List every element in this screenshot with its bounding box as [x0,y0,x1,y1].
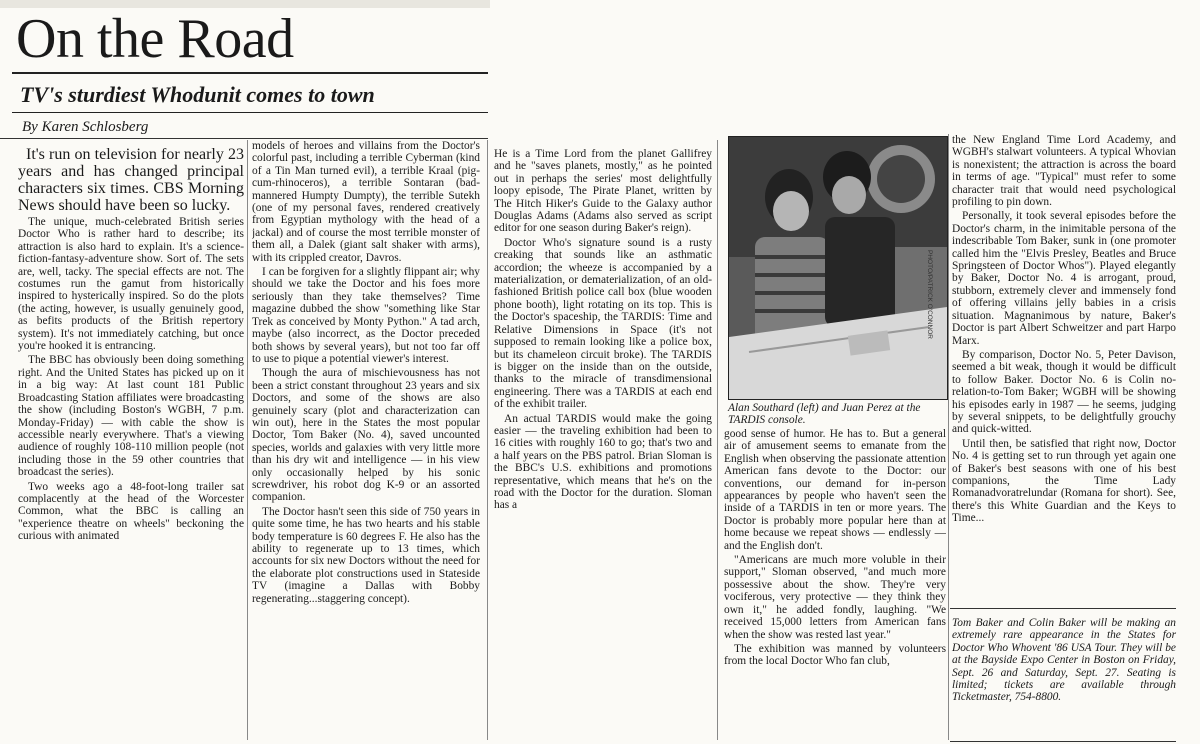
paragraph: "Americans are much more voluble in their support," Sloman observed, "and much more possessive about the show. They're very vociferous, very protective — they think they own it," he added fondly, laughing. "We received 15,000 letters from American fans when the show was rested last year." [724,554,946,641]
paragraph: Two weeks ago a 48-foot-long trailer sat complacently at the head of the Worcester Common, what the BBC is calling an "experience theatre on wheels" beckoning the curious with animated [18,480,244,543]
paragraph: He is a Time Lord from the planet Gallifrey and he "saves planets, mostly," as he pointed out in perhaps the series' most delightfully loopy episode, The Pirate Planet, written by The Hitch Hiker's Guide to the Galaxy author Douglas Adams (Adams also served as script editor for one season during Baker's reign). [494,148,712,235]
photo-image [729,137,947,399]
subheadline-rule [12,112,488,113]
column-divider [247,140,248,740]
paragraph: By comparison, Doctor No. 5, Peter Davison, seemed a bit weak, though it would be difficult to follow Baker. Doctor No. 6 is Colin no-relation-to-Tom Baker; WGBH will be showing his episodes early in 1987 — he seems, judging by several snippets, to be delightfully grouchy and quick-witted. [952,348,1176,436]
paragraph: It's run on television for nearly 23 years and has changed principal characters six times. CBS Morning News should have been so lucky. [18,146,244,214]
paragraph: good sense of humor. He has to. But a general air of amusement seems to emanate from the English when observing the passionate attention American fans devote to the Doctor: our conventions, our demand for in-person appearances by people who haven't seen the inside of a TARDIS in ten or more years. The Doctor is probably more popular here than at home because we repeat shows — endlessly — and the English don't. [724,428,946,552]
paragraph: The exhibition was manned by volunteers from the local Doctor Who fan club, [724,642,946,668]
masthead [0,0,488,139]
paragraph: Though the aura of mischievousness has not been a strict constant throughout 23 years and six Doctors, and some of the shows are also genuinely scary (plot and characterization can win out), here in the States the most popular Doctor, Tom Baker (No. 4), saved uncounted species, worlds and galaxies with very little more than his dry wit and intelligence — in his view only occasionally helped by his sonic screwdriver, his robot dog K-9 or an assorted companion. [252,367,480,504]
article-column-2 [252,140,480,740]
headline-rule [12,72,488,74]
event-notice-text: Tom Baker and Colin Baker will be making an extremely rare appearance in the States for Doctor Who Whovent '86 USA Tour. They will be at the Bayside Expo Center in Boston on Friday, Sept. 26 and Saturday, Sept. 27. Seating is limited; tickets are available through Ticketmaster, 754-8800. [952,617,1176,704]
photo-caption: Alan Southard (left) and Juan Perez at the TARDIS console. [728,402,921,427]
paragraph: Personally, it took several episodes before the Doctor's charm, in the inimitable persona of the indescribable Tom Baker, sunk in (one promoter called him the "Elvis Presley, Beatles and Bruce Springsteen of Doctor Whos"). Played elegantly by Baker, Doctor No. 4 is arrogant, proud, stubborn, extremely clever and immensely fond of offering villains jelly babies in a crisis situation. Magnanimous by nature, Baker's Doctor is part Albert Schweitzer and part Harpo Marx. [952,210,1176,347]
headline: On the Road [16,8,294,70]
paragraph: The BBC has obviously been doing something right. And the United States has picked up on it in a big way: At last count 181 Public Broadcasting Station affiliates were broadcasting the show (including Boston's WGBH, 7 p.m. Monday-Friday) — with cable the show is accessible nearly everywhere. That's a viewing audience of roughly 108-110 million people (not including those in the 59 other countries that broadcast the series). [18,354,244,479]
subheadline: TV's sturdiest Whodunit comes to town [20,82,375,107]
paragraph: Doctor Who's signature sound is a rusty creaking that sounds like an asthmatic accordion; the wheeze is accompanied by a materialization, or dematerialization, of an old-fashioned British police call box (blue wooden phone booth), light rotating on its top. This is the Doctor's spaceship, the TARDIS: Time and Relative Dimensions in Space (it's not supposed to remain looking like a police box, but its chameleon circuit broke). The TARDIS is bigger on the inside than on the outside, thanks to the miracle of transdimensional engineering. There was a TARDIS at each end of the exhibit trailer. [494,236,712,411]
byline: By Karen Schlosberg [22,119,149,135]
paragraph: The Doctor hasn't seen this side of 750 years in quite some time, he has two hearts and his stable body temperature is 60 degrees F. He also has the ability to regenerate up to 13 times, which accounts for six new Doctors without the need for the elaborate plot constructions used in Stateside TV (imagine a Dallas with Bobby regenerating...staggering concept). [252,505,480,605]
photo-tardis-console [728,136,948,400]
article-column-4 [724,428,946,740]
photo-credit: PHOTO/PATRICK O'CONNOR [926,250,933,339]
paragraph: the New England Time Lord Academy, and WGBH's stalwart volunteers. A typical Whovian is nonexistent; the attraction is across the board in terms of age. "Typical" must refer to some character trait that would need psychological profiling to pin down. [952,134,1176,209]
event-notice-box [950,608,1176,733]
column-divider [717,140,718,740]
paragraph: Until then, be satisfied that right now, Doctor No. 4 is getting set to run through yet again one of Baker's best seasons with one of his best companions, the Time Lady Romanadvoratrelundar (Romana for short). See, there's this White Guardian and the Keys to Time... [952,437,1176,525]
article-column-5 [952,134,1176,608]
column-divider [948,134,949,740]
article-column-1 [18,146,244,616]
paragraph: I can be forgiven for a slightly flippant air; why should we take the Doctor and his foes more seriously than they take themselves? Time magazine dubbed the show "something like Star Trek as conceived by Monty Python." A tad arch, maybe (also incorrect, as the Doctor preceded both shows by several years), but not too far off to use to pique a potential viewer's interest. [252,266,480,365]
paragraph: An actual TARDIS would make the going easier — the traveling exhibition had been to 16 cities with roughly 160 to go; that's two and a half years on the PBS patrol. Brian Sloman is the BBC's U.S. exhibitions and promotions representative, which means that he's on the road with the Doctor for the duration. Sloman has a [494,412,712,512]
paragraph: The unique, much-celebrated British series Doctor Who is rather hard to describe; its attraction is also hard to explain. It's a science-fiction-fantasy-adventure show. Sort of. The sets are, well, tacky. The special effects are not. The costumes run the gamut from historically inspired to hysterically inspired. So do the plots (the acting, however, is usually genuinely good, as befits products of the British repertory system). It's not immediately catching, but once you're hooked it is entrancing. [18,216,244,353]
article-column-3 [494,148,712,596]
event-notice-rule [950,741,1176,742]
column-divider [487,140,488,740]
paragraph: models of heroes and villains from the Doctor's colorful past, including a terrible Cyberman (kind of a Tin Man turned evil), a terrible Kraal (pig-cum-rhinoceros), a terrible Sontaran (bad-mannered Humpty Dumpty), the terrible Sutekh (one of my personal faves, rendered creatively from Egyptian mythology with the head of a jackal) and of course the most terrible monster of them all, a Dalek (giant salt shaker with arms), with its crippled creator, Davros. [252,140,480,264]
